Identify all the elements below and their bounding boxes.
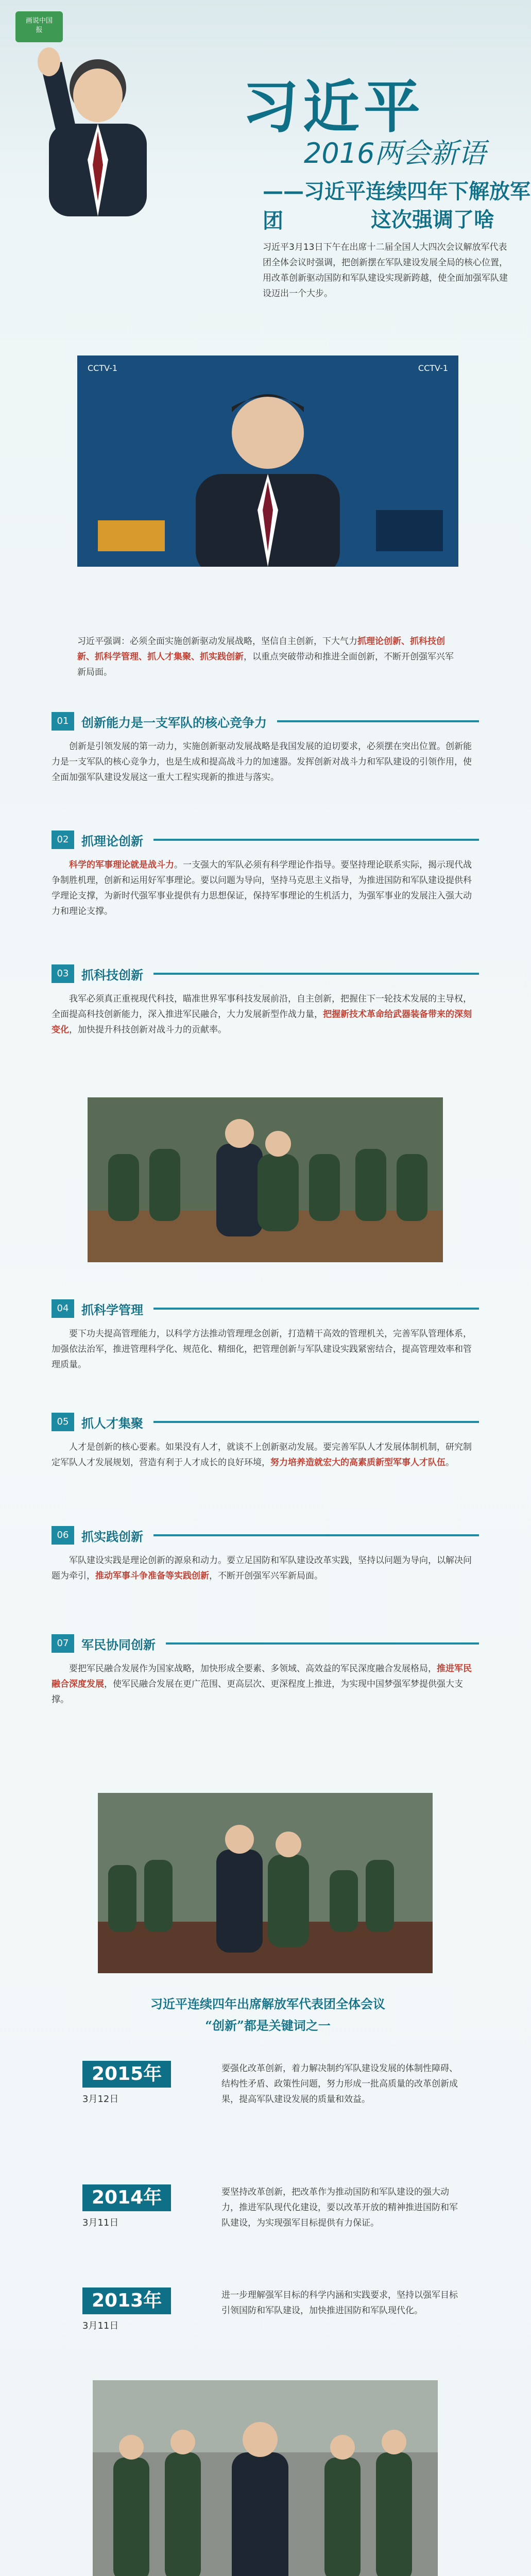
section-body-text: 军队建设实践是理论创新的源泉和动力。要立足国防和军队建设改革实践，坚持以问题为导向，以解决问题为牵引， — [52, 1555, 472, 1581]
year-2013 — [82, 2287, 458, 2332]
section-body-bold: 推进军民融合深度发展 — [52, 1664, 472, 1689]
section-body: 创新是引领发展的第一动力，实施创新驱动发展战略是我国发展的迫切要求，必须摆在突出位置。创新能力是一支军队的核心竞争力，也是生成和提高战斗力的加速器。发挥创新对战斗力和军队建设的引领作用，使全面加强军队建设发展这一重大工程实现新的推进与落实。 — [52, 741, 472, 783]
title-line2: 这次强调了啥 — [371, 208, 494, 232]
section-num: 07 — [52, 1634, 74, 1653]
section-06 — [52, 1525, 479, 1584]
section-body-bold: 推动军事斗争准备等实践创新 — [95, 1571, 209, 1581]
section-01 — [52, 711, 479, 785]
section-bar — [166, 1642, 479, 1645]
section-07 — [52, 1633, 479, 1707]
section-num: 06 — [52, 1526, 74, 1545]
title-sub: 2016两会新语 — [304, 137, 486, 170]
section-num: 01 — [52, 712, 74, 731]
section-03 — [52, 963, 479, 1038]
section-bar — [153, 1534, 479, 1536]
section-label: 抓理论创新 — [81, 833, 143, 849]
year-date: 3月11日 — [82, 2320, 119, 2331]
leader-portrait — [21, 46, 155, 216]
channel-label-right: CCTV-1 — [418, 363, 448, 373]
section-05 — [52, 1412, 479, 1470]
caption-pre: 习近平强调：必须全面实施创新驱动发展战略，坚信自主创新，下大气力 — [77, 636, 357, 647]
section-num: 04 — [52, 1299, 74, 1318]
title-main: 习近平 — [242, 74, 424, 140]
section-bar — [277, 720, 479, 722]
section-bar — [153, 1308, 479, 1310]
section-label: 抓科技创新 — [81, 967, 143, 982]
section-num: 05 — [52, 1413, 74, 1431]
section-bar — [153, 973, 479, 975]
channel-label: CCTV-1 — [88, 363, 118, 373]
section-body-text: 要把军民融合发展作为国家战略，加快形成全要素、多领域、高效益的军民深度融合发展格局， — [69, 1664, 437, 1674]
section-02 — [52, 829, 479, 919]
inspection-photo — [93, 2380, 438, 2576]
section-num: 03 — [52, 964, 74, 983]
section-body-text2: ，使军民融合发展在更广范围、更高层次、更深程度上推进，为实现中国梦强军梦提供强大支撑。 — [52, 1679, 463, 1705]
caption-post: ，以重点突破带动和推进全面创新，不断开创强军兴军新局面。 — [77, 652, 454, 677]
section-label: 创新能力是一支军队的核心竞争力 — [81, 715, 267, 730]
section-body-text2: ，加快提升科技创新对战斗力的贡献率。 — [69, 1025, 227, 1035]
year-text: 要坚持改革创新，把改革作为推动国防和军队建设的强大动力，推进军队现代化建设，要以改革开放的精神推进国防和军队建设，为实现强军目标提供有力保证。 — [221, 2187, 458, 2228]
year-date: 3月11日 — [82, 2217, 119, 2228]
section-bar — [153, 1421, 479, 1423]
event-title-1: 习近平连续四年出席解放军代表团全体会议 — [150, 1996, 385, 2011]
section-body: 要下功夫提高管理能力，以科学方法推动管理理念创新，打造精干高效的管理机关，完善军队管理体系，加强依法治军，推进管理科学化、规范化、精细化，把管理创新与军队建设实践紧密结合，提高管理效率和管理质量。 — [52, 1329, 472, 1370]
section-04 — [52, 1298, 479, 1372]
intro-text: 习近平3月13日下午在出席十二届全国人大四次会议解放军代表团全体会议时强调，把创新摆在军队建设发展全局的核心位置，用改革创新驱动国防和军队建设实现新跨越，使全面加强军队建设迈出一个大步。 — [263, 242, 508, 299]
anchor-image — [77, 355, 458, 567]
section-body-text: 人才是创新的核心要素。如果没有人才，就谈不上创新驱动发展。要完善军队人才发展体制机制，研究制定军队人才发展规划，营造有利于人才成长的良好环境， — [52, 1442, 472, 1468]
section-bar — [153, 839, 479, 841]
year-2014 — [82, 2184, 458, 2229]
section-label: 抓人才集聚 — [81, 1415, 143, 1431]
section-label: 抓科学管理 — [81, 1302, 143, 1317]
title-line1: ——习近平连续四年下解放军团 — [263, 180, 530, 233]
section-body-bold: 科学的军事理论就是战斗力 — [69, 860, 174, 870]
section-body-text: 。一支强大的军队必须有科学理论作指导。要坚持理论联系实际，揭示现代战争制胜机理，创新和运用好军事理论。要以问题为导向，坚持马克思主义指导，为推进国防和军队建设提供科学理论支撑，为新时代强军事业提供有力思想保证，保持军事理论的生机活力，为强军事业的发展注入强大动力和理论支撑。 — [52, 860, 472, 917]
section-num: 02 — [52, 831, 74, 849]
section-body-text2: 。 — [446, 1458, 454, 1468]
section-body — [52, 1553, 479, 1584]
year-text: 进一步理解强军目标的科学内涵和实践要求，坚持以强军目标引领国防和军队建设，加快推进国防和军队现代化。 — [221, 2290, 458, 2316]
section-body-text2: ，不断开创强军兴军新局面。 — [209, 1571, 323, 1581]
logo-line1: 画说中国 — [25, 17, 53, 25]
year-label: 2014年 — [82, 2184, 171, 2211]
year-text: 要强化改革创新，着力解决制约军队建设发展的体制性障碍、结构性矛盾、政策性问题，努力形成一批高质量的改革创新成果，提高军队建设发展的质量和效益。 — [221, 2063, 458, 2105]
video-frame[interactable] — [77, 355, 458, 567]
caption-bold: 抓理论创新、抓科技创新、抓科学管理、抓人才集聚、抓实践创新 — [77, 636, 445, 662]
year-label: 2013年 — [82, 2287, 171, 2314]
header — [0, 0, 531, 319]
logo — [15, 11, 63, 42]
section-body-text: 我军必须真正重视现代科技，瞄准世界军事科技发展前沿，自主创新，把握住下一轮技术发展的主导权，全面提高科技创新能力，深入推进军民融合，大力发展新型作战力量， — [52, 994, 472, 1020]
logo-line2: 报 — [36, 26, 43, 34]
section-body — [52, 1439, 479, 1470]
event-title-2: “创新”都是关键词之一 — [205, 2018, 331, 2033]
section-label: 抓实践创新 — [81, 1529, 143, 1544]
video-caption — [77, 634, 458, 680]
year-label: 2015年 — [82, 2061, 171, 2088]
section-body — [52, 1661, 479, 1707]
section-body-bold: 把握新技术革命给武器装备带来的深刻变化 — [52, 1009, 472, 1035]
section-body — [52, 991, 479, 1038]
year-2015 — [82, 2061, 458, 2105]
year-date: 3月12日 — [82, 2094, 119, 2105]
section-label: 军民协同创新 — [81, 1637, 156, 1652]
section-body — [52, 857, 479, 919]
meeting-photo-1 — [88, 1097, 443, 1262]
section-body-bold: 努力培养造就宏大的高素质新型军事人才队伍 — [270, 1458, 446, 1468]
meeting-photo-2 — [98, 1793, 433, 1973]
